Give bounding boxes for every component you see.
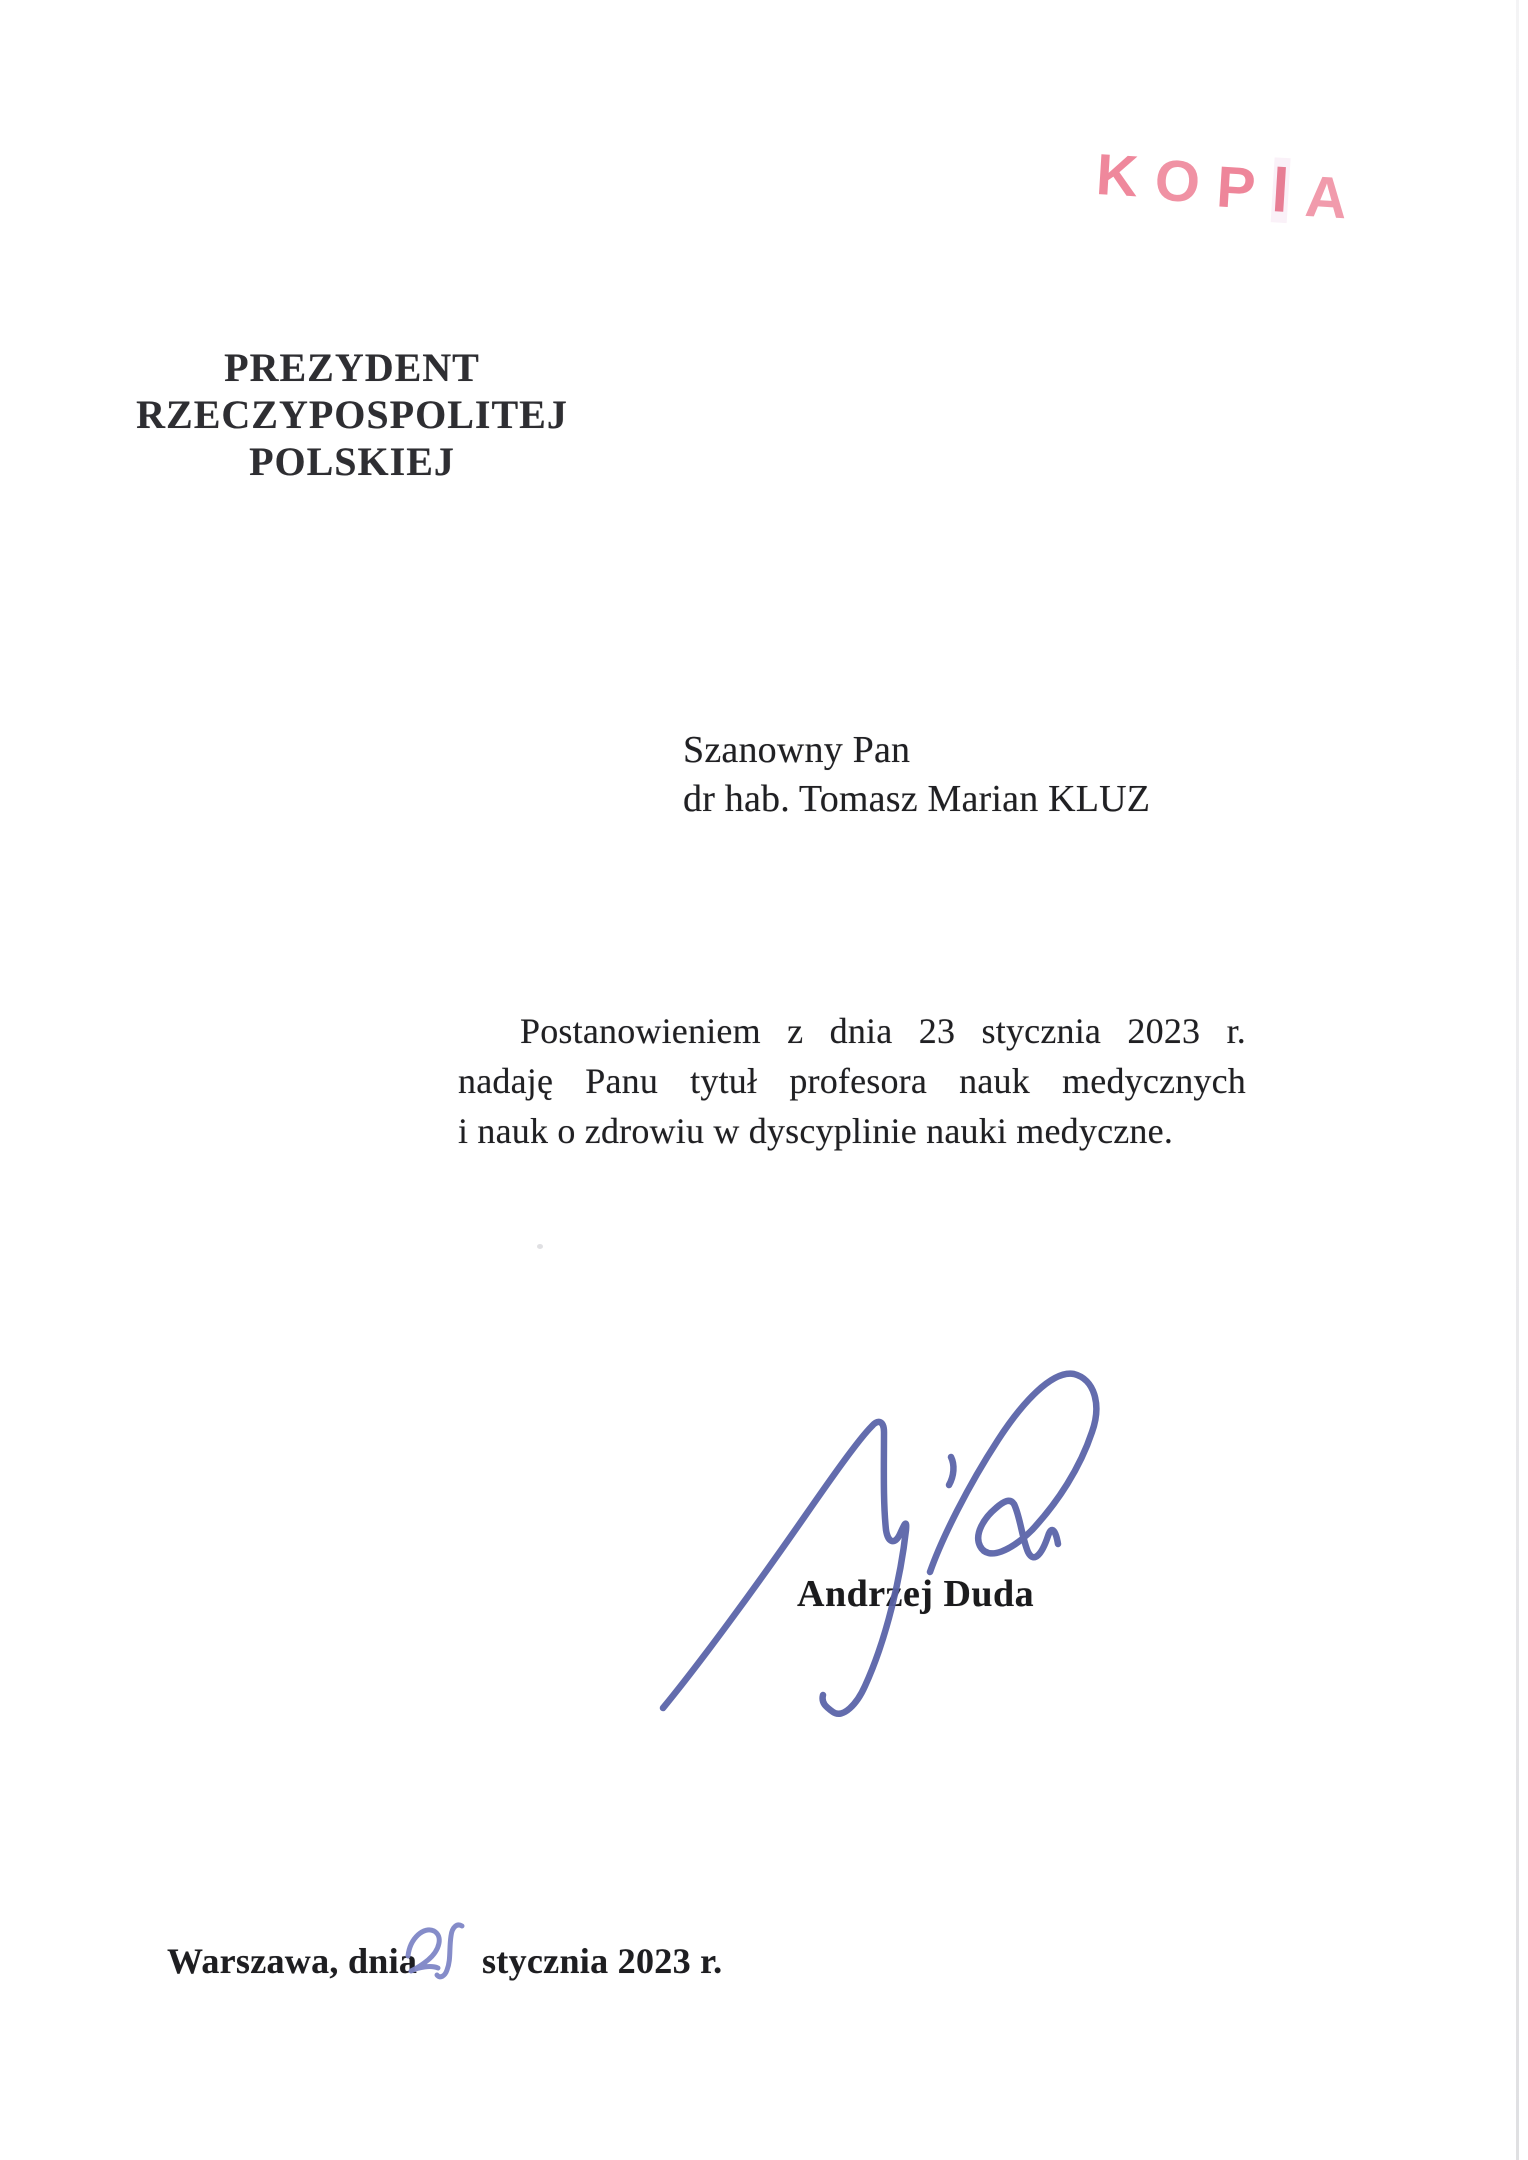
body-paragraph (458, 1006, 1246, 1156)
handwritten-day-ink (398, 1914, 476, 1986)
handwritten-signature-ink (650, 1338, 1120, 1723)
stamp-letter: A (1303, 163, 1349, 232)
recipient-salutation: Szanowny Pan (683, 729, 911, 771)
recipient-name: dr hab. Tomasz Marian KLUZ (683, 778, 1151, 820)
letterhead-subtitle: RZECZYPOSPOLITEJ POLSKIEJ (136, 392, 568, 484)
stamp-letter: K (1094, 142, 1141, 210)
body-line: Postanowieniem z dnia 23 stycznia 2023 r. (520, 1011, 1246, 1051)
letterhead (52, 344, 652, 485)
dateline (0, 1940, 1528, 2030)
kopia-stamp (1094, 142, 1366, 232)
handwritten-digit-2 (408, 1930, 439, 1971)
signature-stroke (663, 1422, 906, 1714)
signature-stroke (949, 1457, 953, 1485)
scan-speckle (537, 1244, 543, 1249)
dateline-prefix: Warszawa, dnia (167, 1941, 418, 1981)
recipient-block (683, 726, 1150, 824)
body-line: i nauk o zdrowiu w dyscyplinie nauki medyczne. (458, 1111, 1174, 1151)
stamp-letter: P (1214, 154, 1258, 222)
signature-printed-name: Andrzej Duda (797, 1573, 1035, 1615)
stamp-letter: O (1152, 147, 1202, 216)
handwritten-digit-5 (437, 1925, 462, 1977)
dateline-suffix: stycznia 2023 r. (482, 1941, 723, 1981)
body-line: nadaję Panu tytuł profesora nauk medycznych (458, 1061, 1246, 1101)
scan-edge-line (1516, 0, 1519, 2160)
stamp-letter: I (1270, 152, 1291, 227)
letterhead-title: PREZYDENT (224, 345, 480, 390)
